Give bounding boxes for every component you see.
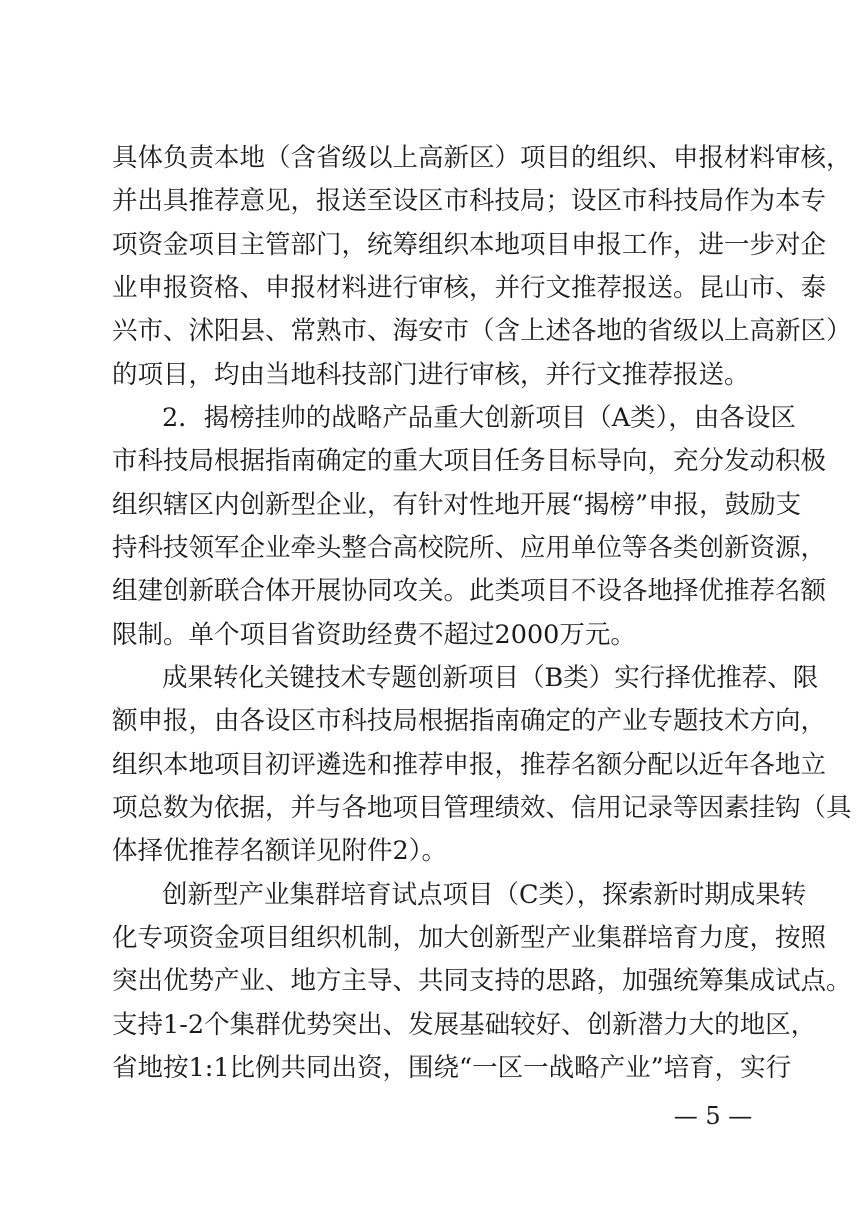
- paragraph-1-line-4: 业申报资格、申报材料进行审核，并行文推荐报送。昆山市、泰: [112, 273, 827, 303]
- paragraph-1-line-1: 具体负责本地（含省级以上高新区）项目的组织、申报材料审核，: [112, 143, 852, 173]
- paragraph-3-line-2: 额申报，由各设区市科技局根据指南确定的产业专题技术方向，: [112, 706, 827, 737]
- paragraph-2-line-1: 2．揭榜挂帅的战略产品重大创新项目（A类），由各设区: [162, 403, 796, 433]
- paragraph-2-line-3: 组织辖区内创新型企业，有针对性地开展“揭榜”申报，鼓励支: [112, 489, 802, 520]
- paragraph-2-line-6: 限制。单个项目省资助经费不超过2000万元。: [112, 619, 636, 650]
- paragraph-2-line-4: 持科技领军企业牵头整合高校院所、应用单位等各类创新资源，: [112, 533, 827, 563]
- paragraph-1-line-2: 并出具推荐意见，报送至设区市科技局；设区市科技局作为本专: [112, 186, 827, 217]
- paragraph-2-line-2: 市科技局根据指南确定的重大项目任务目标导向，充分发动积极: [112, 446, 827, 477]
- paragraph-4-line-3: 突出优势产业、地方主导、共同支持的思路，加强统筹集成试点。: [112, 966, 852, 997]
- paragraph-1-line-6: 的项目，均由当地科技部门进行审核，并行文推荐报送。: [112, 359, 750, 390]
- paragraph-4-line-4: 支持1-2个集群优势突出、发展基础较好、创新潜力大的地区，: [112, 1009, 817, 1040]
- paragraph-1-line-3: 项资金项目主管部门，统筹组织本地项目申报工作，进一步对企: [112, 229, 827, 260]
- paragraph-2-line-5: 组建创新联合体开展协同攻关。此类项目不设各地择优推荐名额: [112, 576, 827, 607]
- page-number: — 5 —: [673, 1102, 753, 1130]
- paragraph-4-line-1: 创新型产业集群培育试点项目（C类），探索新时期成果转: [162, 879, 807, 910]
- paragraph-3-line-1: 成果转化关键技术专题创新项目（B类）实行择优推荐、限: [162, 663, 819, 693]
- paragraph-3-line-3: 组织本地项目初评遴选和推荐申报，推荐名额分配以近年各地立: [112, 749, 827, 780]
- paragraph-1-line-5: 兴市、沭阳县、常熟市、海安市（含上述各地的省级以上高新区）: [112, 316, 852, 347]
- paragraph-4-line-2: 化专项资金项目组织机制，加大创新型产业集群培育力度，按照: [112, 923, 827, 953]
- paragraph-3-line-4: 项总数为依据，并与各地项目管理绩效、信用记录等因素挂钩（具: [112, 793, 852, 823]
- paragraph-4-line-5: 省地按1:1比例共同出资，围绕“一区一战略产业”培育，实行: [112, 1053, 792, 1083]
- paragraph-3-line-5: 体择优推荐名额详见附件2）。: [112, 836, 447, 867]
